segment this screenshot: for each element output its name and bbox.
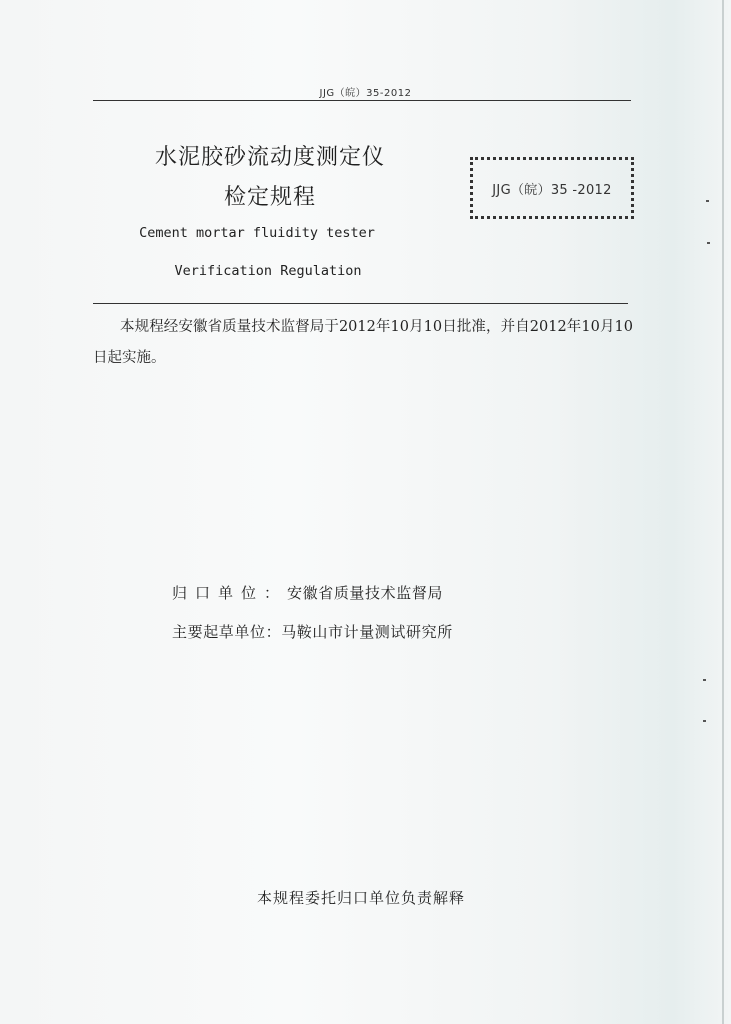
title-rule (93, 303, 628, 304)
interpretation-note: 本规程委托归口单位负责解释 (256, 889, 465, 907)
header-standard-code: JJG（皖）35-2012 (319, 88, 412, 99)
page-edge (722, 0, 724, 1024)
authority-value: 安徽省质量技术监督局 (287, 584, 444, 602)
scan-speck (703, 720, 706, 722)
drafter-row (172, 621, 453, 642)
drafter-value: 马鞍山市计量测试研究所 (281, 623, 453, 641)
scan-speck (707, 242, 710, 244)
scan-speck (703, 679, 706, 681)
authority-row (172, 582, 443, 603)
title-chinese-line1: 水泥胶砂流动度测定仪 (154, 145, 385, 170)
standard-code-box (470, 157, 634, 219)
authority-label: 归口单位： (172, 584, 288, 602)
title-english-line1: Cement mortar fluidity tester (139, 225, 375, 241)
title-chinese-line2: 检定规程 (223, 185, 316, 210)
header-rule (93, 100, 631, 101)
scan-speck (706, 200, 709, 202)
approval-statement: 本规程经安徽省质量技术监督局于2012年10月10日批准，并自2012年10月10日起实施。 (93, 319, 633, 366)
title-english-line2: Verification Regulation (174, 263, 362, 279)
drafter-label: 主要起草单位： (172, 623, 282, 641)
standard-code-text: JJG（皖）35 -2012 (492, 182, 612, 198)
